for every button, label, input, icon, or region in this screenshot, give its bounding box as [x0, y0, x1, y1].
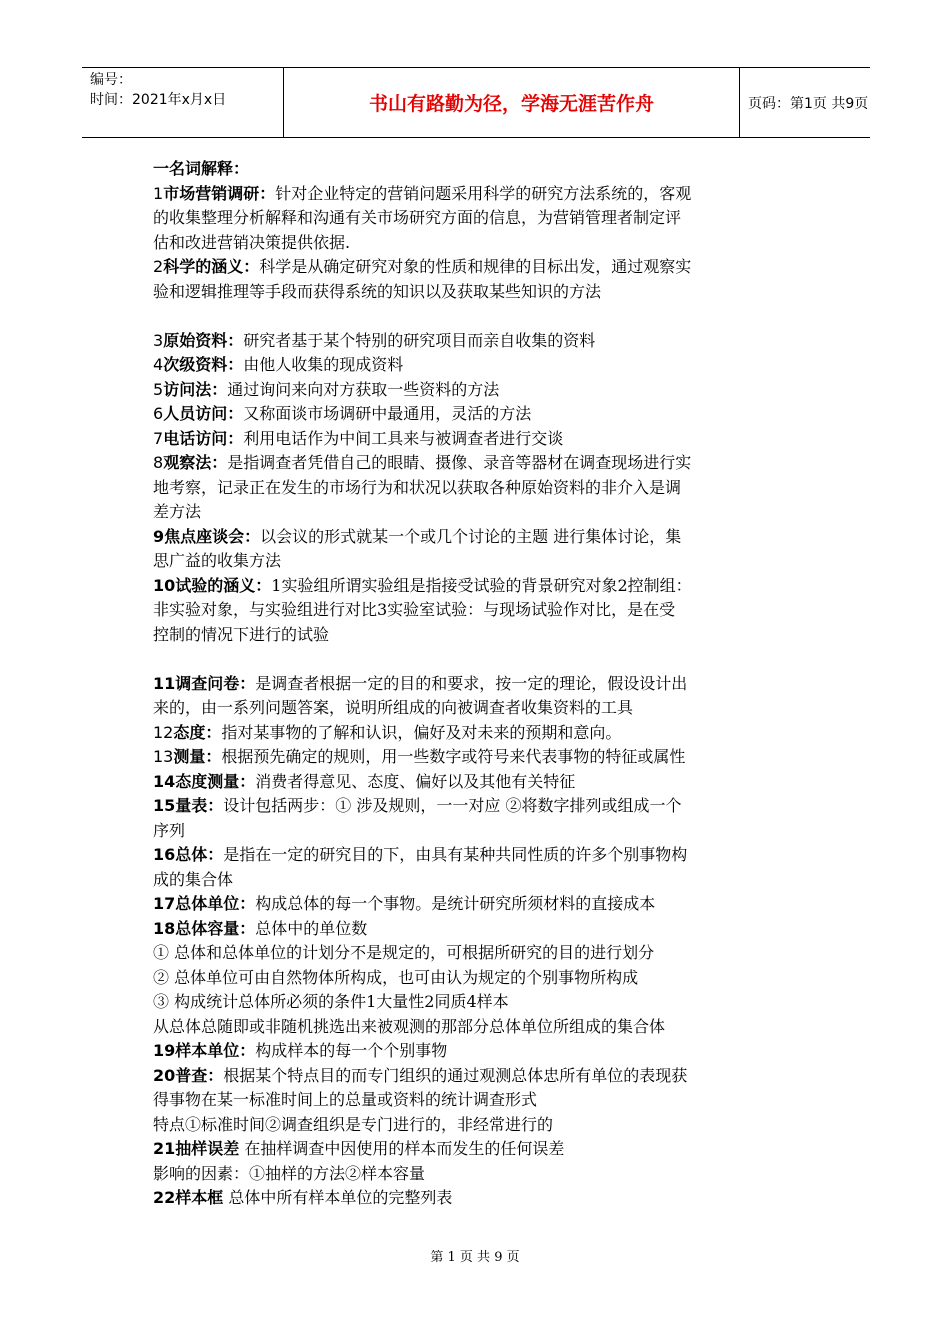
- line-text: 估和改进营销决策提供依据.: [153, 232, 351, 252]
- entry-number: 12: [153, 722, 174, 742]
- entry-number: 8: [153, 453, 164, 472]
- term-label: 14态度测量：: [153, 771, 256, 791]
- line-text: 影响的因素：①抽样的方法②样本容量: [153, 1163, 426, 1183]
- term-label: 观察法：: [163, 453, 228, 472]
- term-label: 次级资料：: [163, 355, 244, 374]
- line-text: 验和逻辑推理等手段而获得系统的知识以及获取某些知识的方法: [153, 281, 602, 301]
- line-text: 思广益的收集方法: [153, 551, 282, 570]
- page-header: [82, 67, 870, 138]
- line-text: 是指在一定的研究目的下，由具有某种共同性质的许多个别事物构: [223, 845, 688, 864]
- line-text: 根据预先确定的规则，用一些数字或符号来代表事物的特征或属性: [221, 747, 686, 766]
- entry-number: 5: [153, 379, 164, 399]
- term-label: 20普查：: [153, 1065, 224, 1085]
- text-line: [153, 1137, 805, 1162]
- line-text: 构成样本的每一个个别事物: [255, 1041, 448, 1060]
- line-text: 总体中所有样本单位的完整列表: [223, 1188, 453, 1207]
- line-text: ③ 构成统计总体所必须的条件1大量性2同质4样本: [153, 992, 509, 1011]
- line-text: 总体中的单位数: [255, 918, 368, 938]
- term-label: 17总体单位：: [153, 894, 256, 913]
- text-line: [153, 892, 805, 917]
- entry-number: 1: [153, 183, 164, 203]
- text-line: [153, 990, 805, 1015]
- text-line: [153, 476, 805, 501]
- line-text: 指对某事物的了解和认识，偏好及对未来的预期和意向。: [221, 722, 622, 742]
- entry-number: 6: [153, 404, 164, 423]
- text-line: [153, 549, 805, 574]
- line-text: 序列: [153, 820, 186, 840]
- text-line: [153, 182, 805, 207]
- text-line: [153, 917, 805, 942]
- text-line: [153, 500, 805, 525]
- text-line: [153, 574, 805, 599]
- text-line: [153, 770, 805, 795]
- text-line: [153, 525, 805, 550]
- header-motto: 书山有路勤为径，学海无涯苦作舟: [284, 68, 740, 137]
- line-text: 设计包括两步：① 涉及规则，一一对应 ②将数字排列或组成一个: [223, 796, 682, 815]
- text-line: [153, 598, 805, 623]
- header-page-info: 页码：第1页 共9页: [748, 95, 869, 112]
- term-label: 电话访问：: [163, 428, 244, 448]
- text-line: [153, 1039, 805, 1064]
- text-line: [153, 794, 805, 819]
- text-line: [153, 941, 805, 966]
- line-text: ① 总体和总体单位的计划分不是规定的，可根据所研究的目的进行划分: [153, 943, 655, 962]
- text-line: [153, 745, 805, 770]
- page-footer: 第 1 页 共 9 页: [430, 1250, 520, 1265]
- line-text: 通过询问来向对方获取一些资料的方法: [227, 379, 500, 399]
- line-text: 控制的情况下进行的试验: [153, 624, 330, 644]
- blank-line: [153, 647, 805, 672]
- term-label: 访问法：: [163, 379, 228, 399]
- term-label: 21抽样误差: [153, 1139, 240, 1158]
- term-label: 原始资料：: [163, 330, 244, 350]
- term-label: 10试验的涵义：: [153, 575, 272, 595]
- text-line: [153, 427, 805, 452]
- line-text: 消费者得意见、态度、偏好以及其他有关特征: [255, 771, 576, 791]
- text-line: [153, 1088, 805, 1113]
- line-text: 科学是从确定研究对象的性质和规律的目标出发，通过观察实: [259, 257, 692, 276]
- term-label: 科学的涵义：: [163, 257, 260, 276]
- line-text: 差方法: [153, 502, 202, 521]
- term-label: 市场营销调研：: [163, 183, 276, 203]
- text-line: [153, 329, 805, 354]
- text-line: [153, 255, 805, 280]
- term-label: 态度：: [173, 722, 222, 742]
- definition-list: [153, 182, 805, 1211]
- section-heading: 一名词解释：: [153, 159, 250, 178]
- term-label: 9焦点座谈会：: [153, 526, 261, 546]
- text-line: [153, 1162, 805, 1187]
- term-label: 22样本框: [153, 1188, 224, 1207]
- line-text: 的收集整理分析解释和沟通有关市场研究方面的信息，为营销管理者制定评: [153, 208, 682, 227]
- text-line: [153, 696, 805, 721]
- term-label: 18总体容量：: [153, 918, 256, 938]
- text-line: [153, 353, 805, 378]
- term-label: 16总体：: [153, 845, 224, 864]
- entry-number: 13: [153, 747, 174, 766]
- line-text: 研究者基于某个特别的研究项目而亲自收集的资料: [243, 330, 596, 350]
- line-text: 从总体总随即或非随机挑选出来被观测的那部分总体单位所组成的集合体: [153, 1016, 666, 1036]
- text-line: [153, 231, 805, 256]
- text-line: [153, 206, 805, 231]
- line-text: 1实验组所谓实验组是指接受试验的背景研究对象2控制组：: [271, 575, 692, 595]
- text-line: [153, 280, 805, 305]
- entry-number: 3: [153, 330, 164, 350]
- text-line: [153, 672, 805, 697]
- text-line: [153, 819, 805, 844]
- line-text: 在抽样调查中因使用的样本而发生的任何误差: [239, 1139, 565, 1158]
- line-text: 地考察，记录正在发生的市场行为和状况以获取各种原始资料的非介入是调: [153, 477, 682, 497]
- document-body: [153, 157, 805, 1211]
- term-label: 人员访问：: [163, 404, 244, 423]
- text-line: [153, 402, 805, 427]
- date-label: 时间：2021年x月x日: [90, 92, 227, 108]
- text-line: [153, 623, 805, 648]
- line-text: 以会议的形式就某一个或几个讨论的主题 进行集体讨论，集: [260, 526, 682, 546]
- line-text: 得事物在某一标准时间上的总量或资料的统计调查形式: [153, 1090, 538, 1109]
- line-text: 成的集合体: [153, 869, 234, 889]
- entry-number: 7: [153, 428, 164, 448]
- text-line: [153, 843, 805, 868]
- header-meta: [82, 68, 284, 137]
- line-text: 特点①标准时间②调查组织是专门进行的，非经常进行的: [153, 1114, 554, 1134]
- text-line: [153, 1015, 805, 1040]
- line-text: 针对企业特定的营销问题采用科学的研究方法系统的，客观: [275, 183, 692, 203]
- line-text: 是指调查者凭借自己的眼睛、摄像、录音等器材在调查现场进行实: [227, 453, 692, 472]
- term-label: 19样本单位：: [153, 1041, 256, 1060]
- term-label: 15量表：: [153, 796, 224, 815]
- line-text: 由他人收集的现成资料: [243, 355, 404, 374]
- blank-line: [153, 304, 805, 329]
- number-label: 编号：: [90, 72, 132, 88]
- term-label: 测量：: [173, 747, 222, 766]
- line-text: 利用电话作为中间工具来与被调查者进行交谈: [243, 428, 564, 448]
- line-text: 非实验对象，与实验组进行对比3实验室试验：与现场试验作对比，是在受: [153, 600, 676, 619]
- text-line: [153, 451, 805, 476]
- line-text: ② 总体单位可由自然物体所构成，也可由认为规定的个别事物所构成: [153, 967, 639, 987]
- text-line: [153, 721, 805, 746]
- text-line: [153, 1113, 805, 1138]
- line-text: 来的，由一系列问题答案，说明所组成的向被调查者收集资料的工具: [153, 698, 634, 717]
- text-line: [153, 378, 805, 403]
- text-line: [153, 1186, 805, 1211]
- term-label: 11调查问卷：: [153, 673, 256, 693]
- entry-number: 2: [153, 257, 164, 276]
- text-line: [153, 1064, 805, 1089]
- line-text: 根据某个特点目的而专门组织的通过观测总体忠所有单位的表现获: [223, 1065, 688, 1085]
- line-text: 是调查者根据一定的目的和要求，按一定的理论，假设设计出: [255, 673, 688, 693]
- line-text: 又称面谈市场调研中最通用，灵活的方法: [243, 404, 532, 423]
- entry-number: 4: [153, 355, 164, 374]
- line-text: 构成总体的每一个事物。是统计研究所须材料的直接成本: [255, 894, 656, 913]
- text-line: [153, 966, 805, 991]
- text-line: [153, 868, 805, 893]
